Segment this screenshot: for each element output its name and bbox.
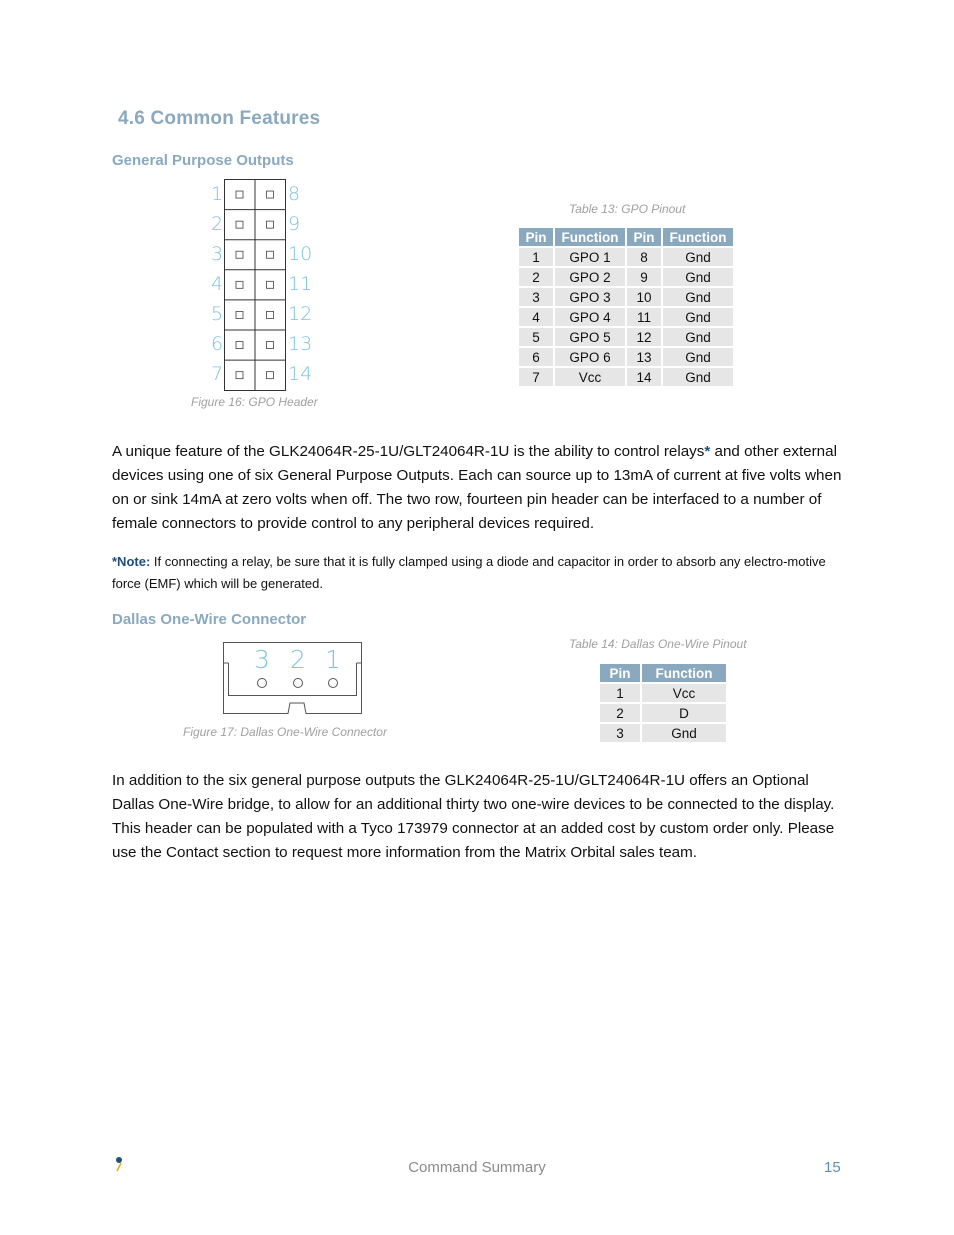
table-cell: Gnd <box>663 248 733 266</box>
table-cell: Gnd <box>663 328 733 346</box>
gpo-pin-pad <box>267 191 274 198</box>
gpo-pin-pad <box>236 372 243 379</box>
gpo-pin-label: 14 <box>288 363 313 386</box>
gpo-pin-pad <box>267 251 274 258</box>
gpo-pin-label: 6 <box>211 333 224 355</box>
gpo-pin-pad <box>236 281 243 288</box>
onewire-heading: Dallas One-Wire Connector <box>112 611 307 628</box>
footnote-marker: * <box>704 443 711 460</box>
onewire-pin-hole <box>258 679 267 688</box>
table-cell: GPO 4 <box>555 308 625 326</box>
table-header-cell: Pin <box>627 228 661 246</box>
table-cell: Gnd <box>663 368 733 386</box>
onewire-description-paragraph: In addition to the six general purpose outputs the GLK24064R-25-1U/GLT24064R-1U offers an Optional Dallas One-Wire bridge, to allow for an additional thirty two one-wire devices to be connected to the display. This header can be populated with a Tyco 173979 connector at an added cost by custom order only. Please use the Contact section to request more information from the Matrix Orbital sales team. <box>112 772 835 861</box>
table-cell: Gnd <box>663 268 733 286</box>
gpo-pin-pad <box>236 342 243 349</box>
gpo-pin-pad <box>267 342 274 349</box>
table-cell: D <box>642 704 726 722</box>
onewire-pin-label: 3 <box>254 645 270 674</box>
gpo-pinout-table-wrapper <box>517 226 735 388</box>
table-row <box>600 724 726 742</box>
gpo-table-caption: Table 13: GPO Pinout <box>569 202 686 216</box>
table-row <box>519 308 733 326</box>
gpo-pin-pad <box>236 311 243 318</box>
table-row <box>519 328 733 346</box>
table-cell: Gnd <box>663 308 733 326</box>
table-cell: 9 <box>627 268 661 286</box>
table-header-cell: Pin <box>519 228 553 246</box>
table-cell: GPO 1 <box>555 248 625 266</box>
note-text: If connecting a relay, be sure that it is fully clamped using a diode and capacitor in order to absorb any electro-motive force (EMF) which will be generated. <box>112 554 826 591</box>
gpo-header-diagram <box>200 178 320 392</box>
gpo-pin-pad <box>267 372 274 379</box>
table-cell: Gnd <box>663 348 733 366</box>
table-cell: 4 <box>519 308 553 326</box>
table-cell: 14 <box>627 368 661 386</box>
table-cell: Gnd <box>663 288 733 306</box>
table-header-cell: Function <box>663 228 733 246</box>
gpo-pin-label: 11 <box>288 272 313 295</box>
table-cell: 1 <box>600 684 640 702</box>
gpo-pin-label: 7 <box>211 363 224 386</box>
table-cell: Gnd <box>642 724 726 742</box>
table-cell: 13 <box>627 348 661 366</box>
gpo-figure-caption: Figure 16: GPO Header <box>191 395 318 409</box>
gpo-pin-label: 3 <box>211 242 224 265</box>
table-cell: 11 <box>627 308 661 326</box>
table-cell: GPO 5 <box>555 328 625 346</box>
gpo-pin-pad <box>236 251 243 258</box>
table-cell: 2 <box>600 704 640 722</box>
gpo-pin-label: 1 <box>211 182 224 205</box>
paragraph-text: and other external devices using one of six General Purpose Outputs. Each can source up to 13mA of current at five volts when on or sink 14mA at zero volts when off. The two row, fourteen pin header can be interfaced to a number of female connectors to provide control to any peripheral devices required. <box>112 443 842 532</box>
gpo-pin-label: 2 <box>211 212 224 235</box>
gpo-pin-pad <box>236 191 243 198</box>
table-header-cell: Pin <box>600 664 640 682</box>
onewire-pinout-table <box>598 662 728 744</box>
onewire-pin-label: 1 <box>325 645 341 674</box>
table-row <box>519 248 733 266</box>
page-number: 15 <box>824 1159 841 1176</box>
table-cell: 7 <box>519 368 553 386</box>
gpo-pin-label: 4 <box>211 272 224 295</box>
gpo-pin-label: 8 <box>288 182 301 205</box>
onewire-pin-hole <box>294 679 303 688</box>
table-header-cell: Function <box>555 228 625 246</box>
gpo-pin-label: 12 <box>288 302 313 325</box>
gpo-pin-pad <box>267 221 274 228</box>
onewire-pin-hole <box>329 679 338 688</box>
table-row <box>519 348 733 366</box>
table-cell: 1 <box>519 248 553 266</box>
table-cell: 6 <box>519 348 553 366</box>
table-cell: GPO 6 <box>555 348 625 366</box>
table-cell: 3 <box>600 724 640 742</box>
table-cell: GPO 3 <box>555 288 625 306</box>
table-cell: 10 <box>627 288 661 306</box>
gpo-pin-pad <box>267 281 274 288</box>
gpo-pinout-table <box>517 226 735 388</box>
gpo-pin-label: 10 <box>288 242 313 265</box>
onewire-connector-diagram <box>222 641 364 715</box>
gpo-pin-pad <box>236 221 243 228</box>
table-row <box>600 704 726 722</box>
footer-title: Command Summary <box>408 1159 546 1176</box>
table-row <box>519 288 733 306</box>
table-row <box>600 684 726 702</box>
table-row <box>519 268 733 286</box>
table-cell: Vcc <box>642 684 726 702</box>
relay-note <box>112 551 847 595</box>
note-label: *Note: <box>112 554 151 569</box>
table-row <box>519 368 733 386</box>
gpo-pin-pad <box>267 311 274 318</box>
table-header-row <box>519 228 733 246</box>
onewire-pin-label: 2 <box>290 645 306 674</box>
table-cell: Vcc <box>555 368 625 386</box>
section-title: 4.6 Common Features <box>118 108 321 129</box>
onewire-pinout-table-wrapper <box>598 662 728 744</box>
onewire-table-caption: Table 14: Dallas One-Wire Pinout <box>569 637 747 651</box>
table-cell: GPO 2 <box>555 268 625 286</box>
table-cell: 12 <box>627 328 661 346</box>
onewire-figure-caption: Figure 17: Dallas One-Wire Connector <box>183 725 387 739</box>
gpo-pin-label: 5 <box>211 302 224 325</box>
gpo-pin-label: 9 <box>288 212 301 235</box>
paragraph-text: A unique feature of the GLK24064R-25-1U/GLT24064R-1U is the ability to control relays <box>112 443 705 460</box>
gpo-pin-label: 13 <box>288 333 313 355</box>
table-cell: 2 <box>519 268 553 286</box>
table-header-row <box>600 664 726 682</box>
table-cell: 8 <box>627 248 661 266</box>
table-header-cell: Function <box>642 664 726 682</box>
gpo-description-paragraph <box>112 440 847 536</box>
table-cell: 3 <box>519 288 553 306</box>
table-cell: 5 <box>519 328 553 346</box>
gpo-heading: General Purpose Outputs <box>112 152 294 169</box>
